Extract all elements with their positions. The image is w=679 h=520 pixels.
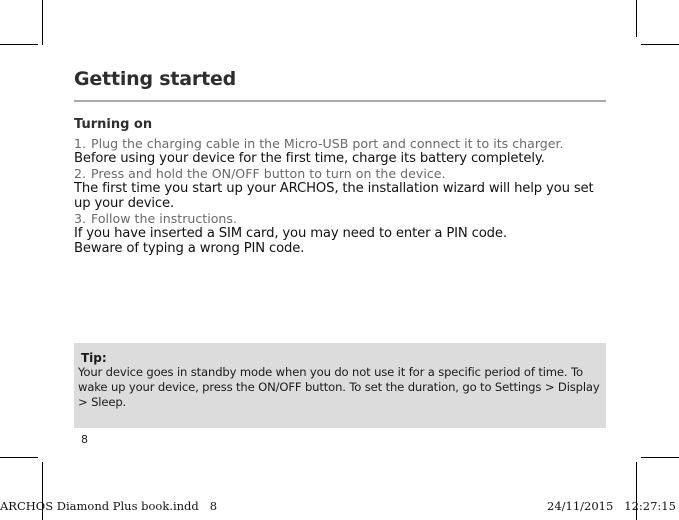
tip-text: Your device goes in standby mode when you do not use it for a specific period of time. To wake up your device, press the ON/OFF button. To set the duration, go to Settings > Display > Sleep. xyxy=(78,365,600,409)
instructions-body xyxy=(74,136,609,256)
crop-mark-top-right-vertical xyxy=(636,0,637,37)
page-number: 8 xyxy=(81,433,88,446)
print-slug-file: ARCHOS Diamond Plus book.indd 8 xyxy=(0,499,218,513)
crop-mark-top-right-horizontal xyxy=(641,44,679,45)
page-title: Getting started xyxy=(74,68,237,90)
crop-mark-top-left-horizontal xyxy=(0,44,38,45)
step-text: Press and hold the ON/OFF button to turn on the device. xyxy=(91,166,446,181)
tip-title: Tip: xyxy=(81,351,107,365)
title-divider xyxy=(74,100,606,102)
step-1 xyxy=(74,136,609,151)
note-wrong-pin: Beware of typing a wrong PIN code. xyxy=(74,241,305,256)
crop-mark-bottom-right-horizontal xyxy=(641,457,679,458)
note-installation-wizard: The first time you start up your ARCHOS, the installation wizard will help you set up your device. xyxy=(74,181,594,211)
step-number: 2. xyxy=(74,166,87,181)
step-3 xyxy=(74,211,609,226)
step-text: Follow the instructions. xyxy=(91,211,237,226)
step-number: 3. xyxy=(74,211,87,226)
step-text: Plug the charging cable in the Micro-USB port and connect it to its charger. xyxy=(91,136,564,151)
note-charge-battery: Before using your device for the first time, charge its battery completely. xyxy=(74,151,545,166)
print-slug-timestamp: 24/11/2015 12:27:15 xyxy=(547,499,676,513)
tip-box xyxy=(74,343,606,428)
note-sim-pin: If you have inserted a SIM card, you may need to enter a PIN code. xyxy=(74,226,507,241)
crop-mark-bottom-left-horizontal xyxy=(0,457,38,458)
section-heading: Turning on xyxy=(74,117,153,132)
step-number: 1. xyxy=(74,136,87,151)
step-2 xyxy=(74,166,609,181)
crop-mark-top-left-vertical xyxy=(42,0,43,45)
